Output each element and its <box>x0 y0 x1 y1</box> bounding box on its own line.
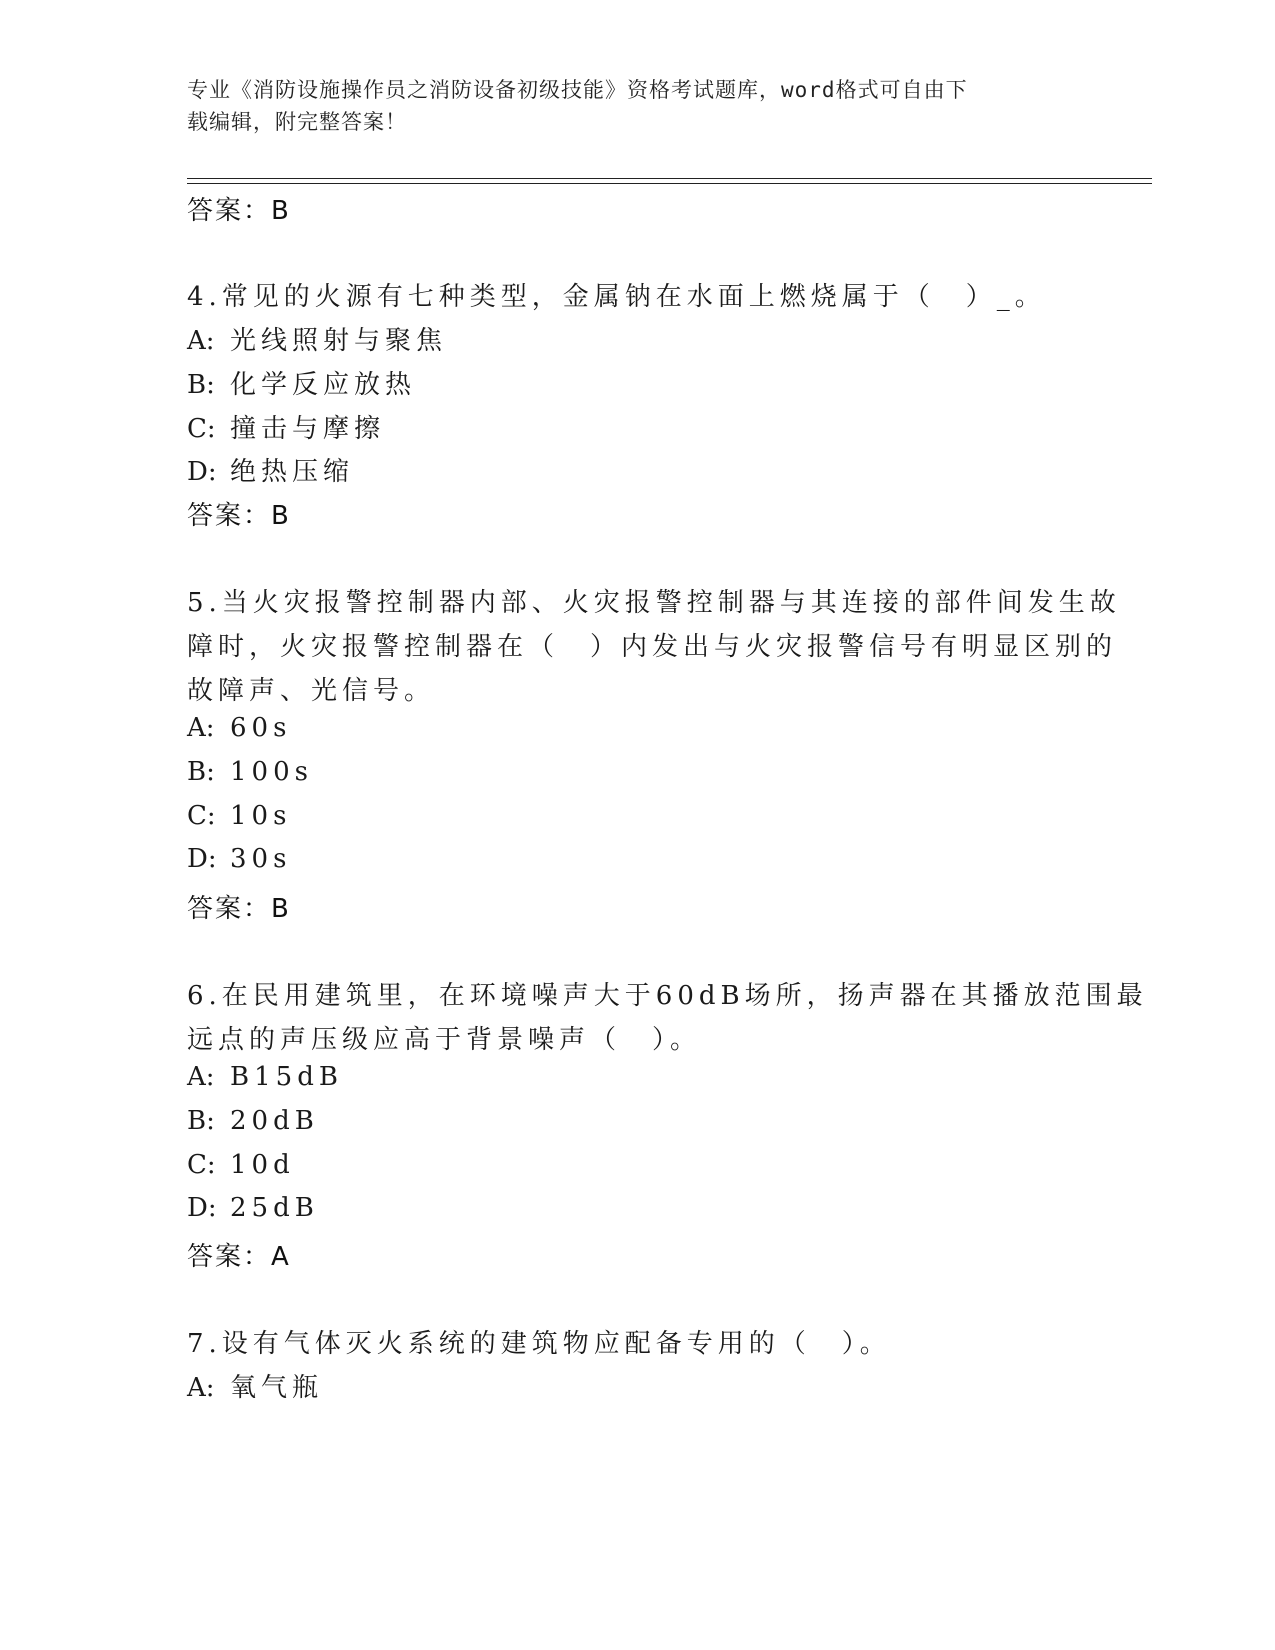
question-4-option-a: A: 光线照射与聚焦 <box>187 326 448 356</box>
question-5-option-a: A: 60s <box>187 713 292 743</box>
question-5-stem-line-2: 障时，火灾报警控制器在（ ）内发出与火灾报警信号有明显区别的 <box>187 632 1118 662</box>
question-6-option-a: A: B15dB <box>187 1062 343 1092</box>
header-line-2: 载编辑，附完整答案！ <box>187 110 407 134</box>
document-header <box>187 74 1087 138</box>
answer-q3: 答案：B <box>187 196 291 226</box>
question-5-stem-line-3: 故障声、光信号。 <box>187 676 436 706</box>
header-line-1: 专业《消防设施操作员之消防设备初级技能》资格考试题库，word格式可自由下 <box>187 78 968 102</box>
header-divider-bottom <box>187 183 1152 184</box>
question-5-option-d: D: 30s <box>187 844 292 874</box>
answer-q6: 答案：A <box>187 1242 291 1272</box>
question-6-option-d: D: 25dB <box>187 1193 319 1223</box>
answer-q5: 答案：B <box>187 894 291 924</box>
question-5-option-c: C: 10s <box>187 801 292 831</box>
question-6-stem-line-2: 远点的声压级应高于背景噪声（ ）。 <box>187 1025 702 1055</box>
header-divider-top <box>187 178 1152 179</box>
question-4-option-c: C: 撞击与摩擦 <box>187 414 386 444</box>
question-5-stem-line-1: 5.当火灾报警控制器内部、火灾报警控制器与其连接的部件间发生故 <box>187 588 1121 618</box>
question-6-stem-line-1: 6.在民用建筑里，在环境噪声大于60dB场所，扬声器在其播放范围最 <box>187 981 1148 1011</box>
answer-q4: 答案：B <box>187 501 291 531</box>
question-4-option-b: B: 化学反应放热 <box>187 370 417 400</box>
question-7-stem: 7.设有气体灭火系统的建筑物应配备专用的（ ）。 <box>187 1329 891 1359</box>
question-4-stem: 4.常见的火源有七种类型，金属钠在水面上燃烧属于（ ）_。 <box>187 282 1046 312</box>
question-4-option-d: D: 绝热压缩 <box>187 457 355 487</box>
question-5-option-b: B: 100s <box>187 757 313 787</box>
question-7-option-a: A: 氧气瓶 <box>187 1373 324 1403</box>
question-6-option-b: B: 20dB <box>187 1106 319 1136</box>
question-6-option-c: C: 10d <box>187 1150 295 1180</box>
